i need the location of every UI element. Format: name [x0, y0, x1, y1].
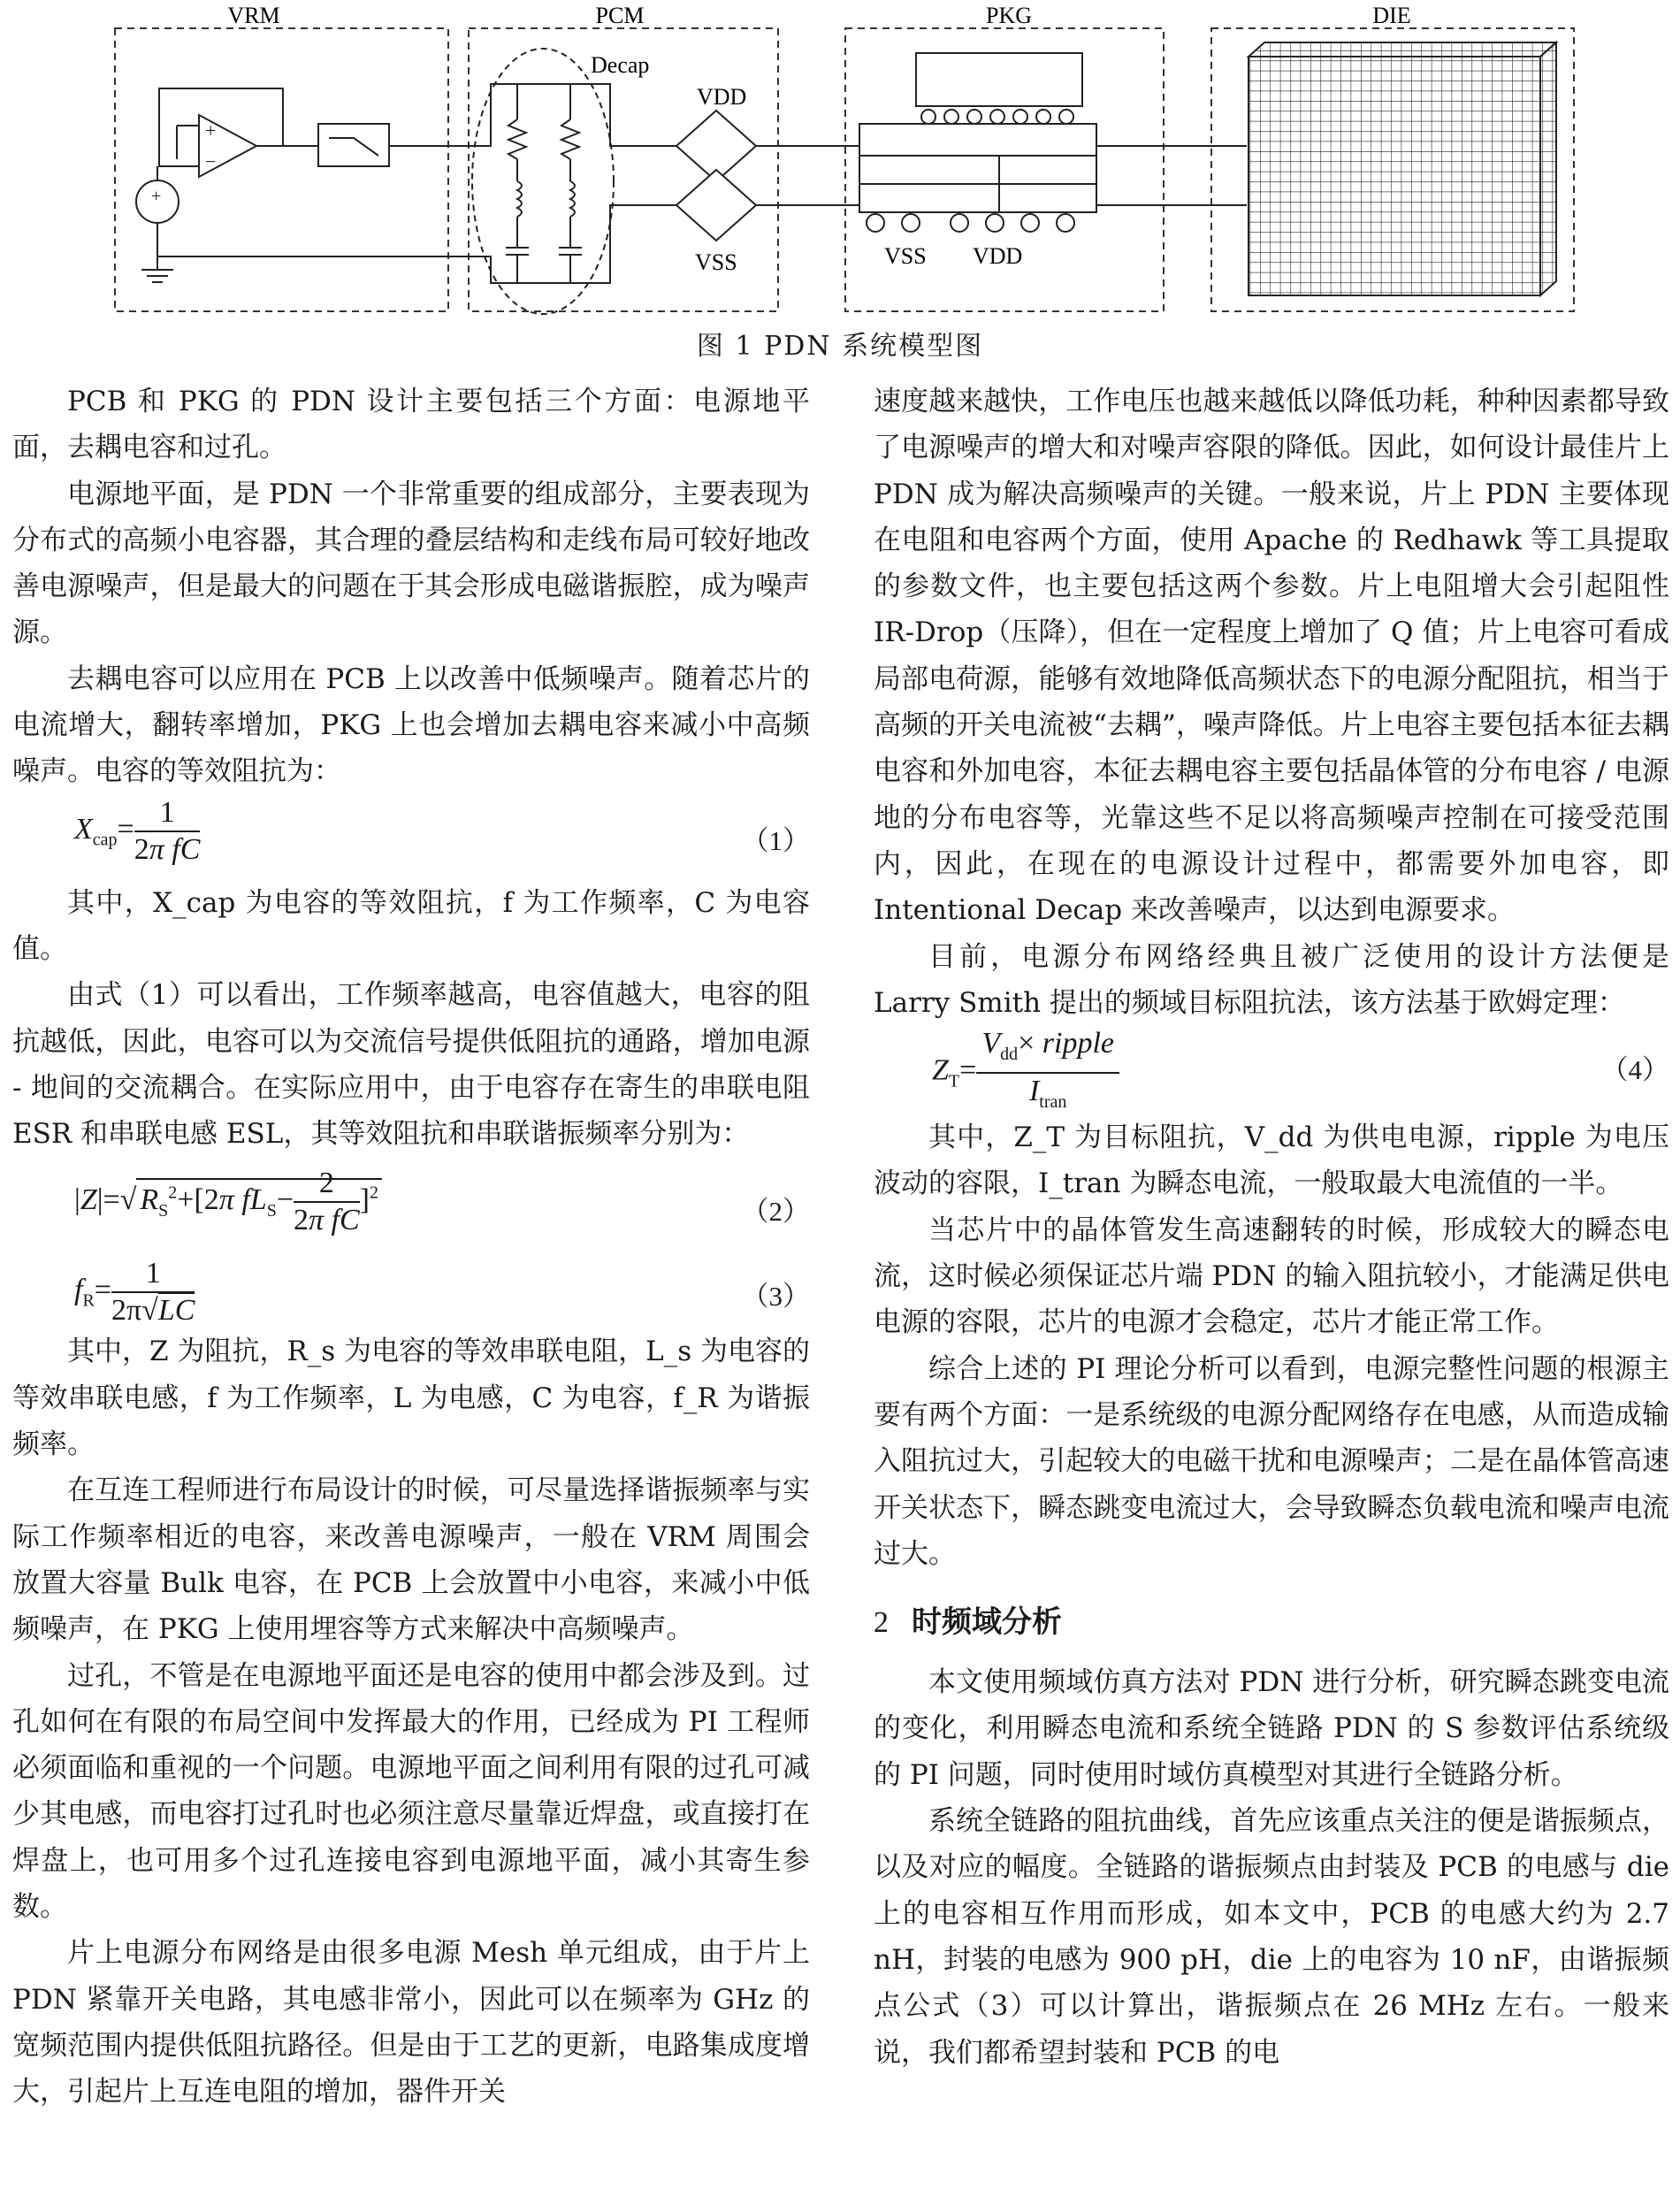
opamp-plus: +	[205, 119, 217, 142]
pcm-pkg-wires	[756, 146, 859, 205]
equation-2-number: （2）	[741, 1196, 810, 1228]
pdn-system-model-figure	[0, 0, 1680, 336]
vrm-circuit	[136, 88, 447, 282]
section-heading-2	[874, 1591, 1669, 1654]
equation-3: $f_R=$ $\frac{1}{2\pi√LC}$ （3）	[74, 1257, 810, 1328]
left-paragraph-7: 在互连工程师进行布局设计的时候，可尽量选择谐振频率与实际工作频率相近的电容，来改善电源噪声，一般在 VRM 周围会放置大容量 Bulk 电容，在 PCB 上会放置中小电容，来减小中低频噪声，在 PKG 上使用埋容等方式来解决中高频噪声。	[12, 1474, 810, 1646]
die-title: DIE	[1372, 3, 1411, 28]
equation-3-number: （3）	[741, 1281, 810, 1313]
left-paragraph-1: PCB 和 PKG 的 PDN 设计主要包括三个方面：电源地平面，去耦电容和过孔。	[12, 386, 810, 464]
pcm-title: PCM	[595, 3, 645, 28]
pkg-title: PKG	[985, 3, 1033, 28]
equation-1: $X_{cap}=$ $\frac{1}{\text{2π fC}}$ （1）	[74, 795, 810, 866]
opamp-minus: −	[205, 150, 217, 172]
equation-4: $Z_T=$ $\frac{V_{dd}\times ripple}{I_{tran}}$ （4）	[932, 1027, 1669, 1112]
pkg-die-wires	[1096, 146, 1247, 205]
pkg-vss-label: VSS	[884, 243, 927, 269]
left-column	[12, 379, 810, 2116]
section-number: 2	[874, 1606, 889, 1640]
vrm-pcm-wires	[447, 146, 469, 256]
right-paragraph-4: 当芯片中的晶体管发生高速翻转的时候，形成较大的瞬态电流，这时候必须保证芯片端 PDN 的输入阻抗较小，才能满足供电电源的容限，芯片的电源才会稳定，芯片才能正常工作。	[874, 1213, 1669, 1339]
figure-caption: 图 1 PDN 系统模型图	[696, 331, 984, 362]
right-paragraph-5: 综合上述的 PI 理论分析可以看到，电源完整性问题的根源主要有两个方面：一是系统级的电源分配网络存在电感，从而造成输入阻抗过大，引起较大的电磁干扰和电源噪声；二是在晶体管高速开关状态下，瞬态跳变电流过大，会导致瞬态负载电流和噪声电流过大。	[874, 1352, 1669, 1570]
vss-plane	[676, 170, 756, 241]
right-paragraph-1: 速度越来越快，工作电压也越来越低以降低功耗，种种因素都导致了电源噪声的增大和对噪声容限的降低。因此，如何设计最佳片上 PDN 成为解决高频噪声的关键。一般来说，片上 PDN 主要体现在电阻和电容两个方面，使用 Apache 的 Redhawk 等工具提取的参数文件，也主要包括这两个参数。片上电阻增大会引起阻性 IR-Drop（压降），但在一定程度上增加了 Q 值；片上电容可看成局部电荷源，能够有效地降低高频状态下的电源分配阻抗，相当于高频的开关电流被“去耦”，噪声降低。片上电容主要包括本征去耦电容和外加电容，本征去耦电容主要包括晶体管的分布电容 / 电源地的分布电容等，光靠这些不足以将高频噪声控制在可接受范围内，因此，在现在的电源设计过程中，都需要外加电容，即 Intentional Decap 来改善噪声，以达到电源要求。	[874, 386, 1669, 927]
left-paragraph-9: 片上电源分布网络是由很多电源 Mesh 单元组成，由于片上 PDN 紧靠开关电路，其电感非常小，因此可以在频率为 GHz 的宽频范围内提供低阻抗路径。但是由于工艺的更新，电路集成度增大，引起片上互连电阻的增加，器件开关	[12, 1937, 810, 2109]
left-paragraph-6: 其中，Z 为阻抗，R_s 为电容的等效串联电阻，L_s 为电容的等效串联电感，f 为工作频率，L 为电感，C 为电容，f_R 为谐振频率。	[12, 1336, 810, 1461]
section-title: 时频域分析	[912, 1604, 1062, 1641]
left-paragraph-4: 其中，X_cap 为电容的等效阻抗，f 为工作频率，C 为电容值。	[12, 886, 810, 965]
right-paragraph-6: 本文使用频域仿真方法对 PDN 进行分析，研究瞬态跳变电流的变化，利用瞬态电流和系统全链路 PDN 的 S 参数评估系统级的 PI 问题，同时使用时域仿真模型对其进行全链路分析。	[874, 1666, 1669, 1791]
decap-label: Decap	[591, 52, 650, 78]
pkg-vdd-label: VDD	[973, 243, 1023, 269]
equation-1-number: （1）	[741, 824, 810, 856]
source-plus: +	[151, 187, 162, 206]
right-paragraph-7: 系统全链路的阻抗曲线，首先应该重点关注的便是谐振频点，以及对应的幅度。全链路的谐振频点由封装及 PCB 的电感与 die 上的电容相互作用而形成，如本文中，PCB 的电感大约为 2.7 nH，封装的电感为 900 pH，die 上的电容为 10 nF，由谐振频点公式（3）可以计算出，谐振频点在 26 MHz 左右。一般来说，我们都希望封装和 PCB 的电	[874, 1805, 1669, 2069]
right-paragraph-2: 目前，电源分布网络经典且被广泛使用的设计方法便是 Larry Smith 提出的频域目标阻抗法，该方法基于欧姆定理：	[874, 940, 1669, 1019]
equation-4-number: （4）	[1600, 1054, 1669, 1086]
pcm-vdd-label: VDD	[697, 84, 747, 110]
left-paragraph-2: 电源地平面，是 PDN 一个非常重要的组成部分，主要表现为分布式的高频小电容器，其合理的叠层结构和走线布局可较好地改善电源噪声，但是最大的问题在于其会形成电磁谐振腔，成为噪声源。	[12, 478, 810, 649]
vrm-title: VRM	[227, 3, 280, 28]
left-paragraph-5: 由式（1）可以看出，工作频率越高，电容值越大，电容的阻抗越低，因此，电容可以为交流信号提供低阻抗的通路，增加电源 - 地间的交流耦合。在实际应用中，由于电容存在寄生的串联电阻 ESR 和串联电感 ESL，其等效阻抗和串联谐振频率分别为：	[12, 979, 810, 1151]
left-paragraph-8: 过孔，不管是在电源地平面还是电容的使用中都会涉及到。过孔如何在有限的布局空间中发挥最大的作用，已经成为 PI 工程师必须面临和重视的一个问题。电源地平面之间利用有限的过孔可减少其电感，而电容打过孔时也必须注意尽量靠近焊盘，或直接打在焊盘上，也可用多个过孔连接电容到电源地平面，减小其寄生参数。	[12, 1659, 810, 1924]
decap-ellipse	[472, 49, 614, 314]
equation-2: |Z|=√ $R_S^2+[2\pi$ $fL_S-$ $\frac{2}{\text{2π fC}}$ ]$^2$ （2）	[74, 1167, 810, 1237]
pcm-vss-label: VSS	[695, 249, 737, 275]
right-paragraph-3: 其中，Z_T 为目标阻抗，V_dd 为供电电源，ripple 为电压波动的容限，I_tran 为瞬态电流，一般取最大电流值的一半。	[874, 1121, 1669, 1200]
right-column	[874, 379, 1669, 2076]
left-paragraph-3: 去耦电容可以应用在 PCB 上以改善中低频噪声。随着芯片的电流增大，翻转率增加，PKG 上也会增加去耦电容来减小中高频噪声。电容的等效阻抗为：	[12, 662, 810, 788]
die-mesh	[1249, 42, 1556, 295]
pkg-structure	[859, 53, 1096, 232]
